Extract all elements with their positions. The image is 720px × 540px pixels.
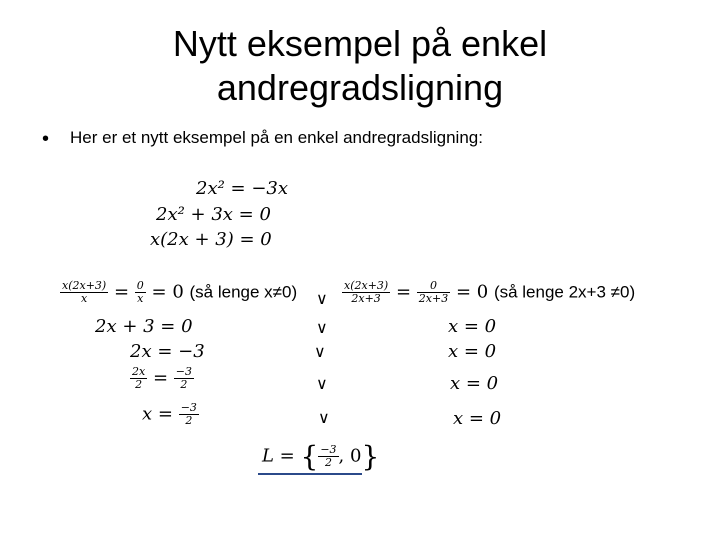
right-row-1: $\frac{x(2x+3)}{2x+3}$ = $\frac{0}{2x+3}$ = 0 (så lenge 2x+3 ≠0) [344,279,636,305]
left-row-5: x = $\frac{-3}{2}$ [142,401,197,427]
left-row-2: 2x + 3 = 0 [95,316,193,337]
right-row-2: x = 0 [448,316,497,337]
or-symbol-2: ∨ [316,320,328,337]
or-symbol-4: ∨ [316,376,328,393]
left-fraction-2: $\frac{0}{x}$ [136,279,144,305]
solution-set: L = { $\frac{-3}{2}$ , 0} [262,440,380,473]
slide-title [0,22,720,110]
left-row-3: 2x = −3 [130,341,205,362]
left-fraction-1: $\frac{x(2x+3)}{x}$ [62,279,107,305]
or-symbol-1: ∨ [316,291,328,308]
or-symbol-3: ∨ [314,344,326,361]
bullet-icon: • [42,128,50,150]
or-symbol-5: ∨ [318,410,330,427]
right-row-3: x = 0 [448,341,497,362]
title-line-2: andregradsligning [216,67,504,108]
right-condition-note: (så lenge 2x+3 ≠0) [493,282,636,302]
equation-2: 2x² + 3x = 0 [156,204,271,225]
right-fraction-2: $\frac{0}{2x+3}$ [418,279,449,305]
right-row-4: x = 0 [450,373,499,394]
right-fraction-1: $\frac{x(2x+3)}{2x+3}$ [344,279,389,305]
right-row-5: x = 0 [453,408,502,429]
left-row-1: $\frac{x(2x+3)}{x}$ = $\frac{0}{x}$ = 0 (så lenge x≠0) [62,279,298,305]
left-condition-note: (så lenge x≠0) [189,282,298,302]
bullet-text: Her er et nytt eksempel på en enkel andregradsligning: [70,128,483,147]
equation-3: x(2x + 3) = 0 [150,229,272,250]
solution-underline [258,473,362,475]
left-row-4: $\frac{2x}{2}$ = $\frac{-3}{2}$ [132,365,192,391]
equation-1: 2x² = −3x [196,178,289,199]
title-line-1: Nytt eksempel på enkel [172,23,548,64]
